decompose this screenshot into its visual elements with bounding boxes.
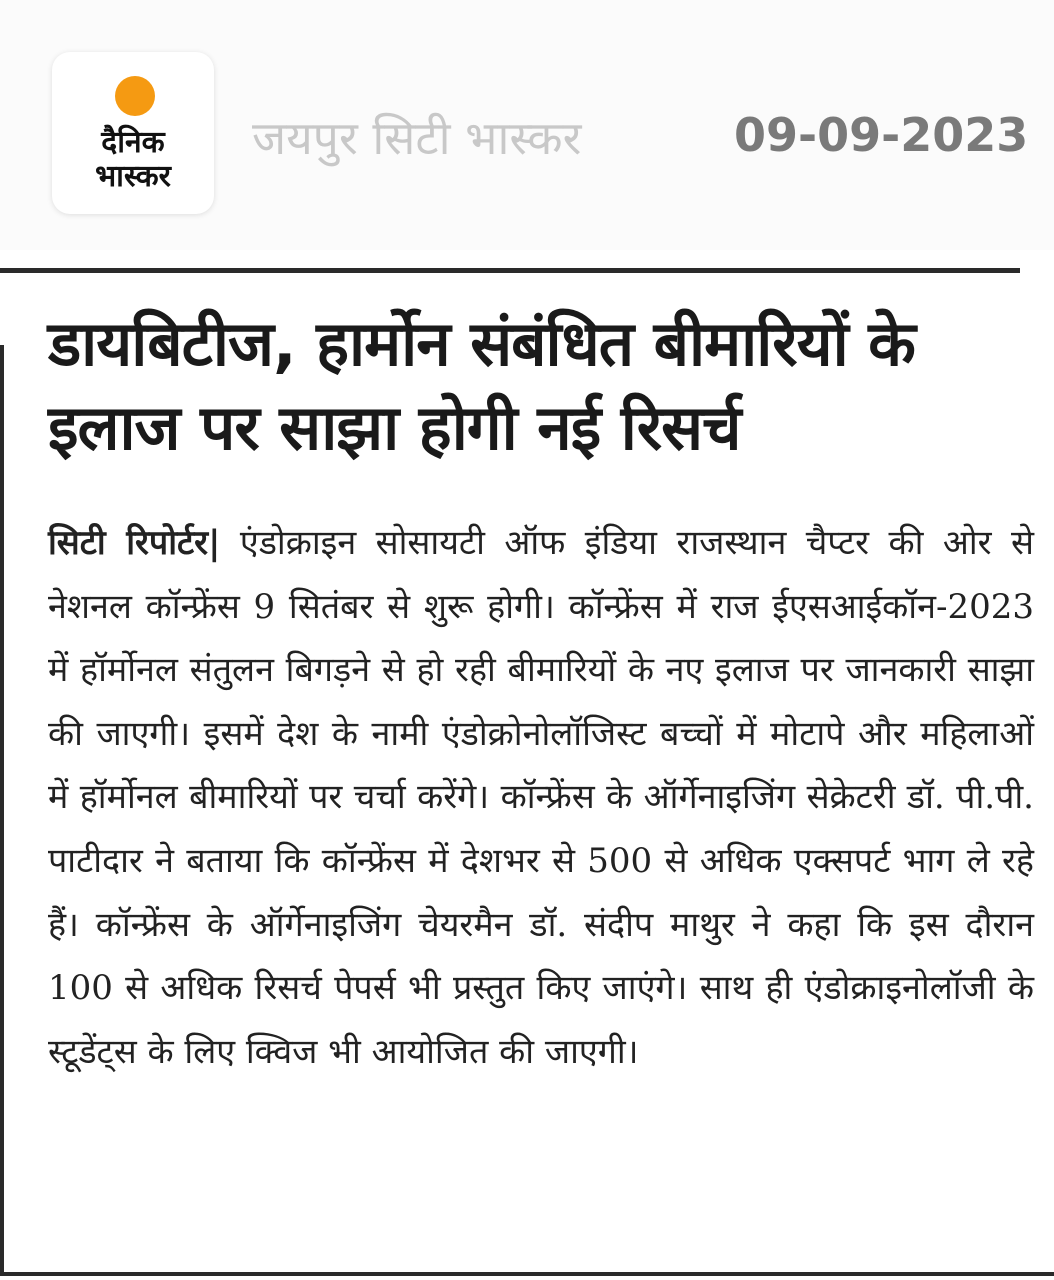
article-headline: डायबिटीज, हार्मोन संबंधित बीमारियों के इलाज पर साझा होगी नई रिसर्च — [48, 307, 915, 464]
publication-date: 09-09-2023 — [734, 108, 1029, 162]
article-body — [48, 512, 1034, 1084]
bottom-rule — [0, 1272, 1054, 1276]
column-edge — [0, 345, 4, 1275]
edition-name: जयपुर सिटी भास्कर — [252, 111, 582, 165]
top-rule — [0, 268, 1020, 273]
dainik-bhaskar-logo — [52, 52, 214, 214]
article-text: एंडोक्राइन सोसायटी ऑफ इंडिया राजस्थान चैप्टर की ओर से नेशनल कॉन्फ्रेंस 9 सितंबर से शुरू होगी। कॉन्फ्रेंस में राज ईएसआईकॉन-2023 में हॉर्मोनल संतुलन बिगड़ने से हो रही बीमारियों के नए इलाज पर जानकारी साझा की जाएगी। इसमें देश के नामी एंडोक्रोनोलॉजिस्ट बच्चों में मोटापे और महिलाओं में हॉर्मोनल बीमारियों पर चर्चा करेंगे। कॉन्फ्रेंस के ऑर्गेनाइजिंग सेक्रेटरी डॉ. पी.पी. पाटीदार ने बताया कि कॉन्फ्रेंस में देशभर से 500 से अधिक एक्सपर्ट भाग ले रहे हैं। कॉन्फ्रेंस के ऑर्गेनाइजिंग चेयरमैन डॉ. संदीप माथुर ने कहा कि इस दौरान 100 से अधिक रिसर्च पेपर्स भी प्रस्तुत किए जाएंगे। साथ ही एंडोक्राइनोलॉजी के स्टूडेंट्स के लिए क्विज भी आयोजित की जाएगी। — [48, 523, 1034, 1072]
news-clipping — [0, 250, 1054, 1280]
article-byline: सिटी रिपोर्टर| — [48, 523, 221, 563]
page-header — [0, 0, 1054, 250]
logo-text-line1: दैनिक — [101, 125, 165, 160]
logo-text-line2: भास्कर — [95, 159, 171, 194]
sun-icon — [115, 76, 155, 116]
